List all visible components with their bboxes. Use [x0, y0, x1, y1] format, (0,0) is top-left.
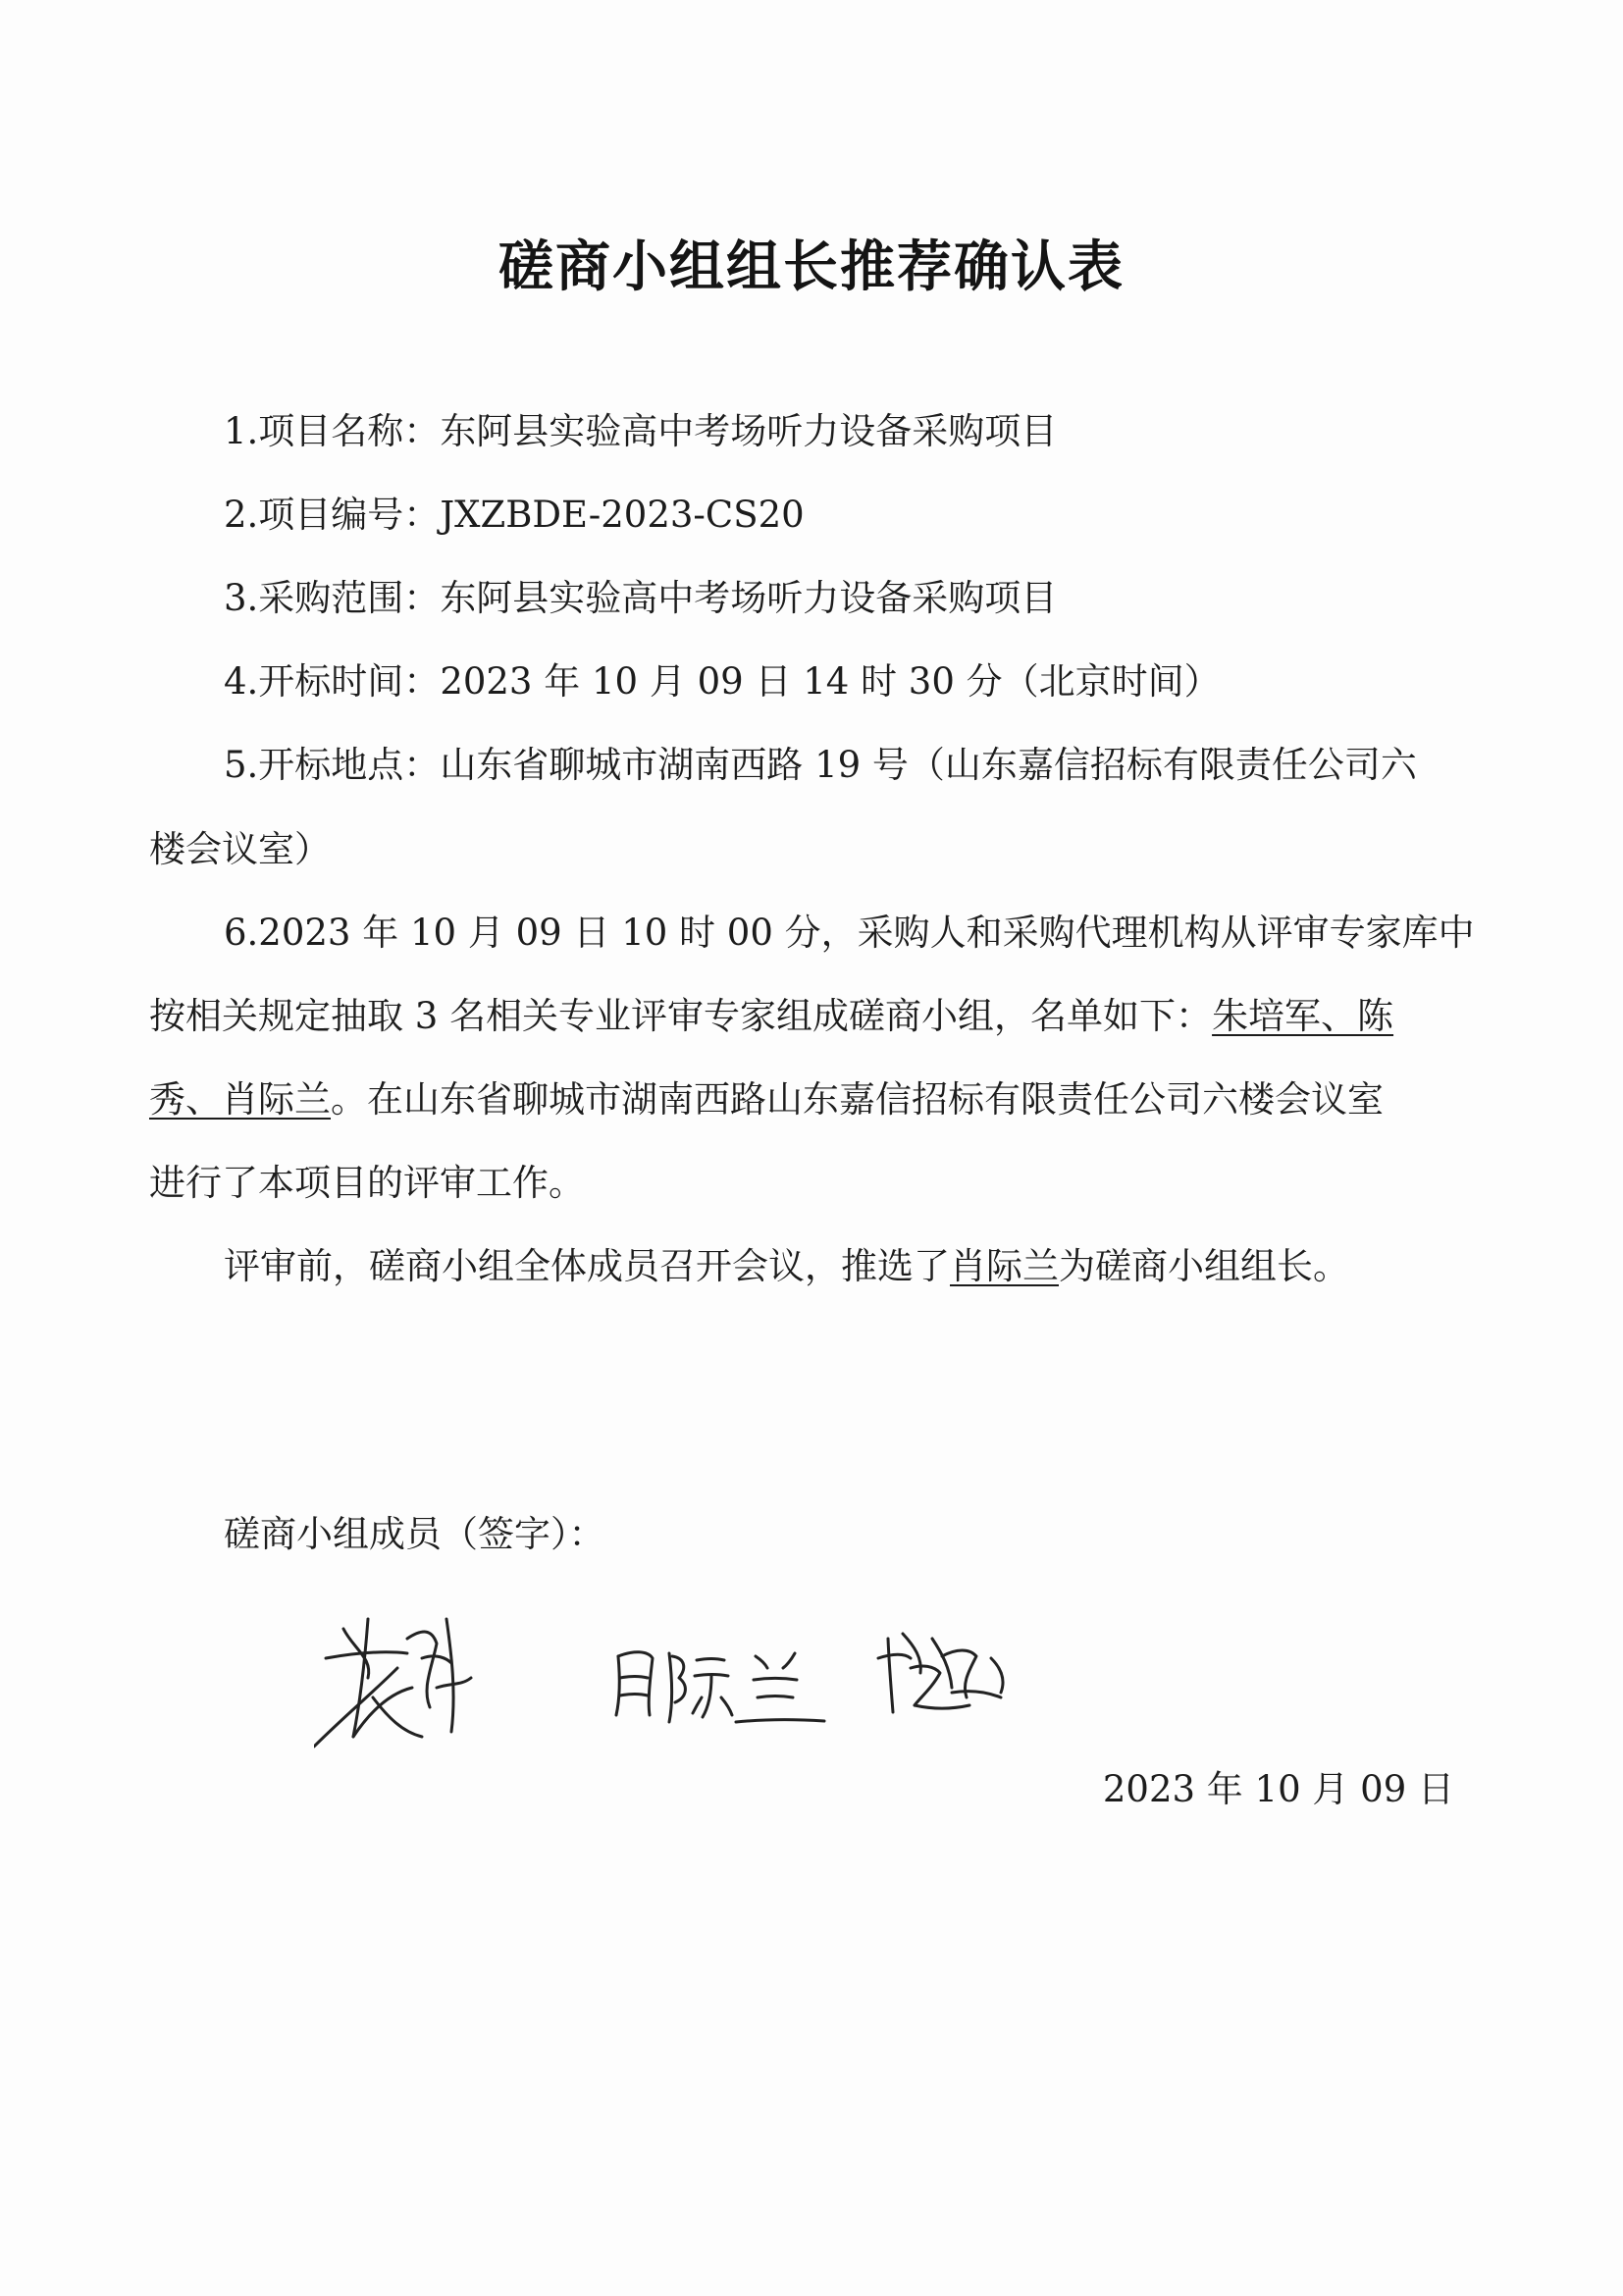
document-date: 2023 年 10 月 09 日	[1102, 1768, 1454, 1810]
paragraph-6-line-2-text: 按相关规定抽取 3 名相关专业评审专家组成磋商小组，名单如下：	[149, 995, 1213, 1037]
procurement-scope-line	[224, 575, 1057, 622]
leader-sentence-suffix: 为磋商小组组长。	[1059, 1245, 1349, 1287]
procurement-scope-value: 东阿县实验高中考场听力设备采购项目	[440, 577, 1058, 619]
opening-place-continuation: 楼会议室）	[149, 828, 331, 870]
project-name-line	[224, 408, 1057, 455]
leader-sentence-prefix: 评审前，磋商小组全体成员召开会议，推选了	[224, 1245, 950, 1287]
opening-time-line	[224, 658, 1221, 705]
project-name-label: 1.项目名称：	[224, 410, 441, 452]
signature-chen-xiu	[878, 1634, 1003, 1712]
paragraph-6-line-4: 进行了本项目的评审工作。	[149, 1162, 585, 1204]
project-number-label: 2.项目编号：	[224, 494, 441, 536]
opening-time-value: 2023 年 10 月 09 日 14 时 30 分（北京时间）	[440, 660, 1221, 703]
opening-time-label: 4.开标时间：	[224, 660, 441, 703]
project-number-line	[224, 492, 805, 539]
project-number-value: JXZBDE-2023-CS20	[440, 494, 805, 536]
signature-zhu-peijun	[314, 1619, 471, 1747]
opening-place-value: 山东省聊城市湖南西路 19 号（山东嘉信招标有限责任公司六	[440, 744, 1417, 786]
paragraph-6-line-3	[149, 1076, 1384, 1123]
signature-label: 磋商小组成员（签字）：	[224, 1513, 605, 1555]
signature-area	[314, 1599, 1060, 1756]
project-name-value: 东阿县实验高中考场听力设备采购项目	[440, 410, 1058, 452]
expert-names-underlined: 朱培军、陈	[1212, 995, 1394, 1037]
opening-place-line	[224, 742, 1417, 789]
procurement-scope-label: 3.采购范围：	[224, 577, 441, 619]
paragraph-6-line-1: 6.2023 年 10 月 09 日 10 时 00 分，采购人和采购代理机构从评审专家库中	[224, 912, 1475, 954]
leader-sentence	[224, 1243, 1349, 1290]
expert-names-underlined-cont: 秀、肖际兰	[149, 1078, 331, 1121]
paragraph-6-line-3-text: 。在山东省聊城市湖南西路山东嘉信招标有限责任公司六楼会议室	[331, 1078, 1384, 1121]
paragraph-6-line-2	[149, 993, 1393, 1040]
signature-xiao-jilan	[616, 1652, 824, 1722]
opening-place-label: 5.开标地点：	[224, 744, 441, 786]
page-title: 磋商小组组长推荐确认表	[498, 235, 1125, 299]
leader-name: 肖际兰	[950, 1245, 1059, 1287]
